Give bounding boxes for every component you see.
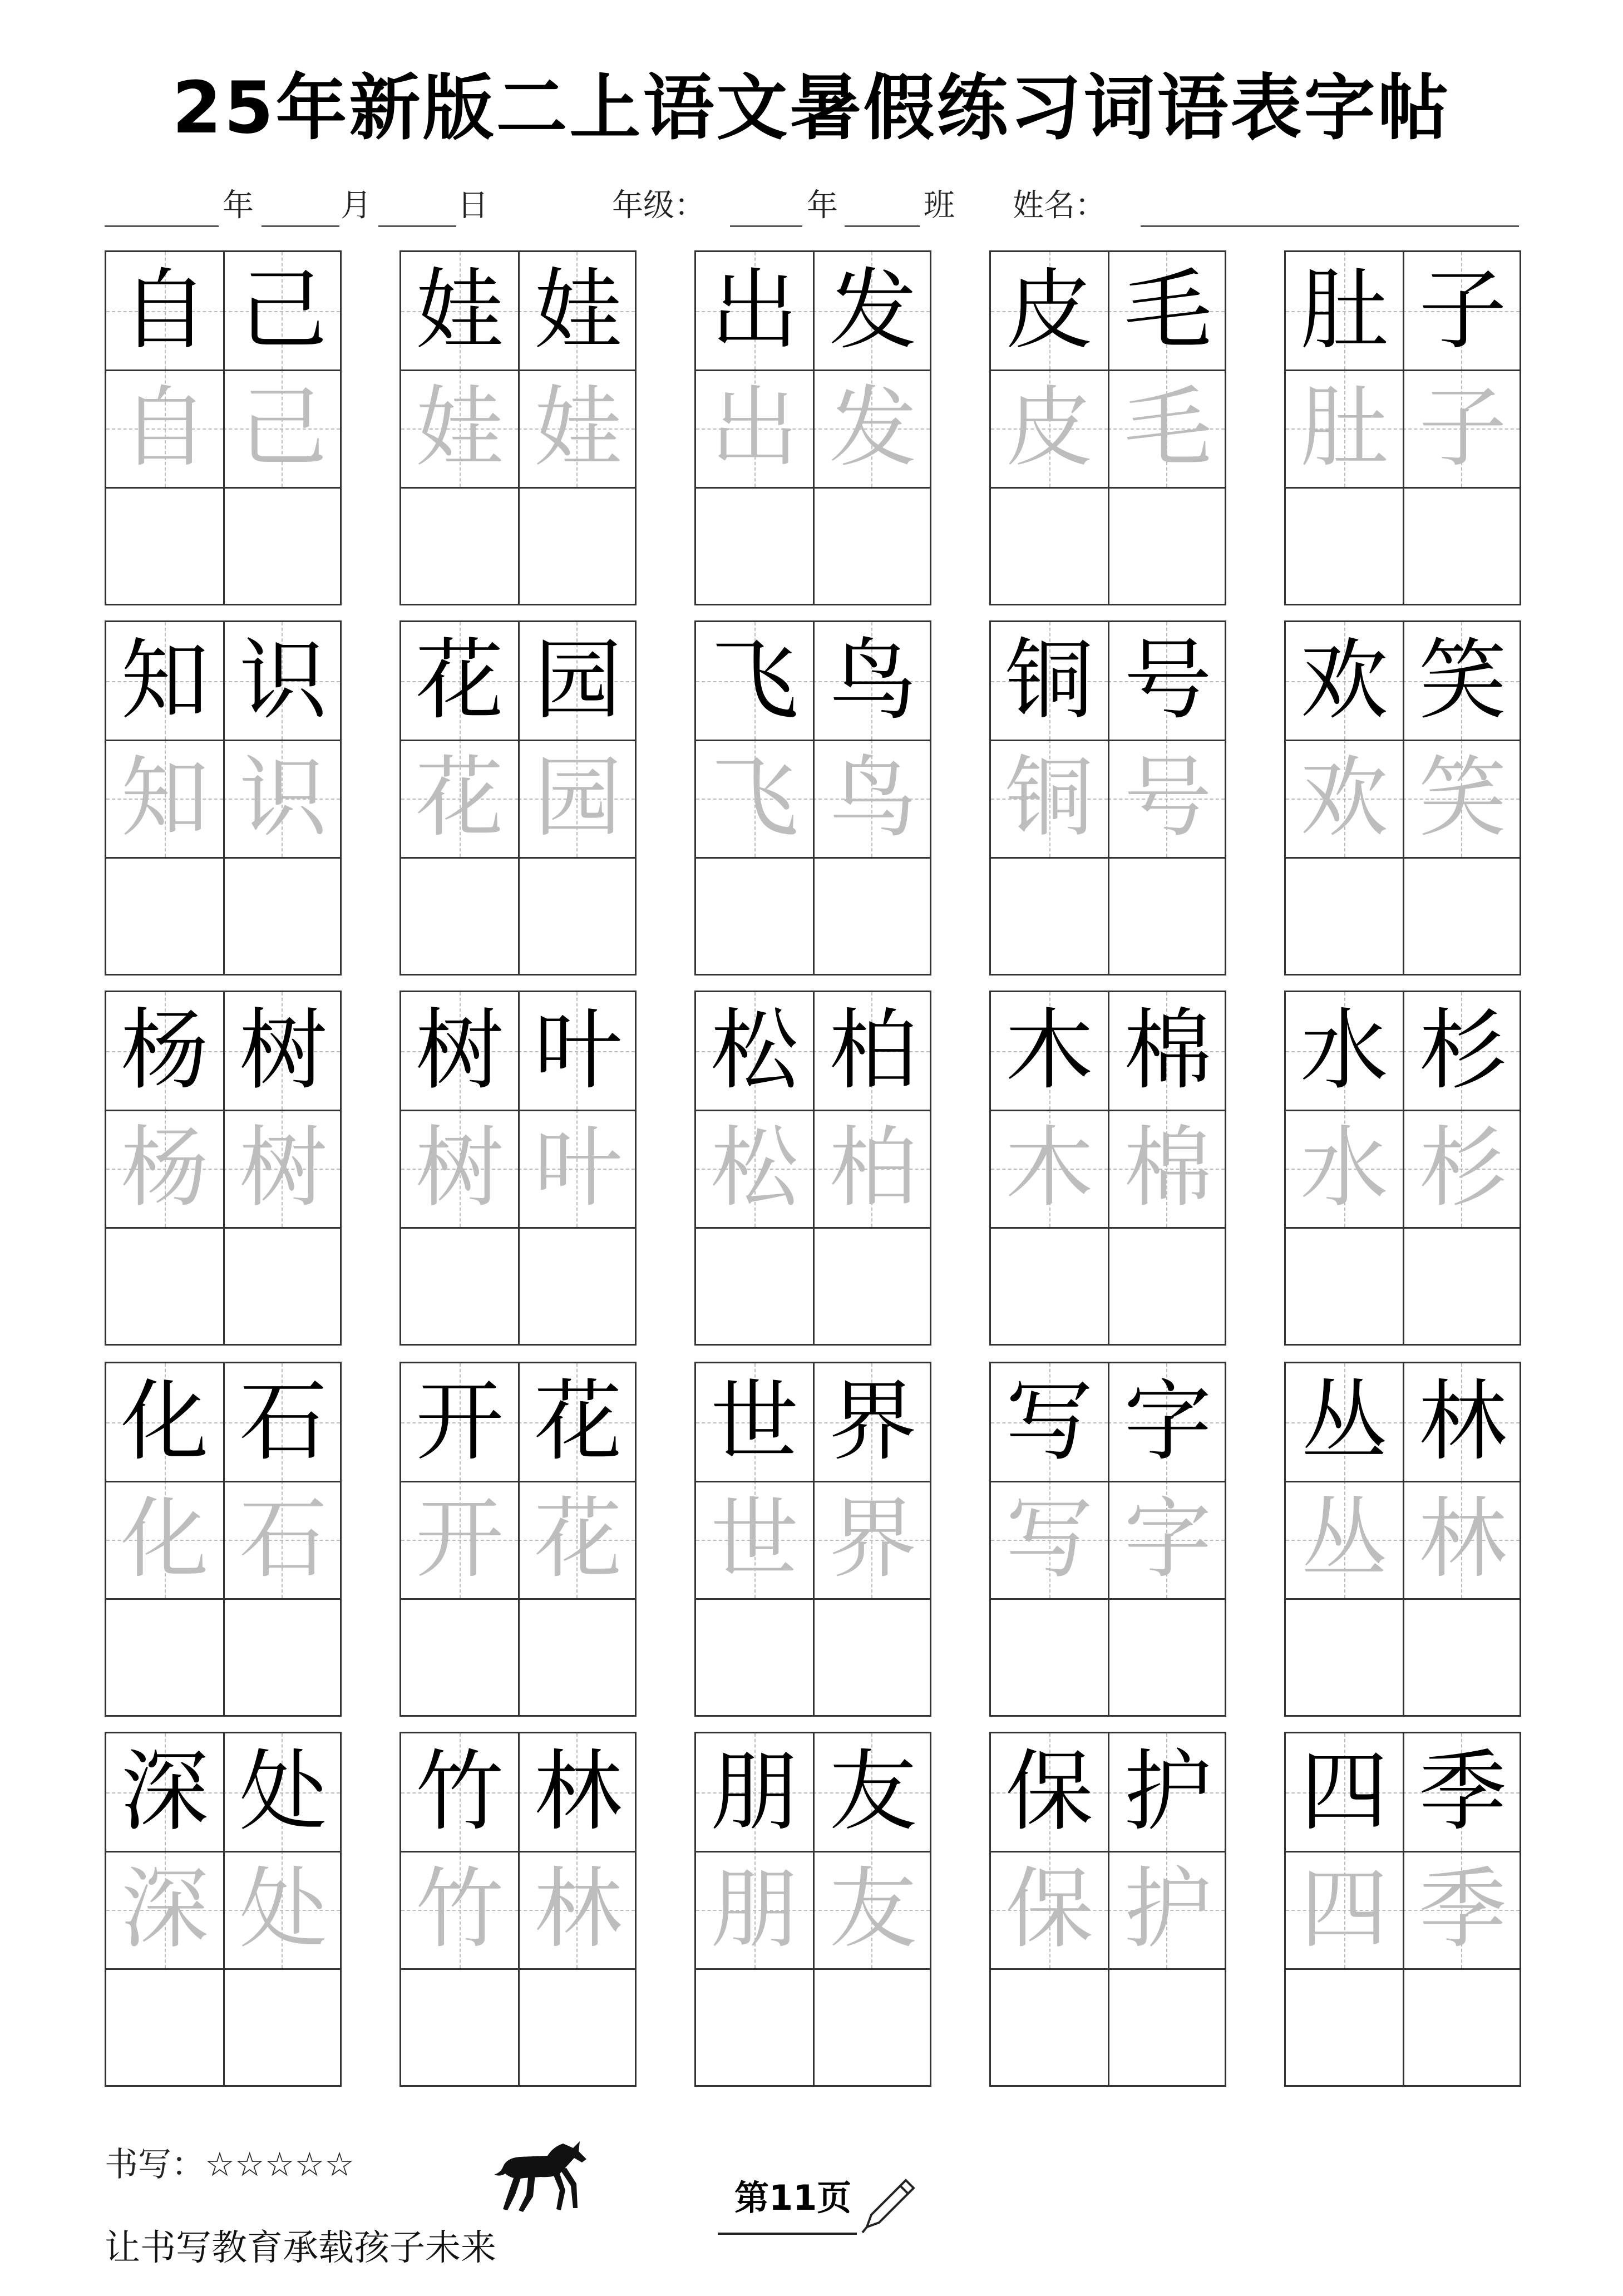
trace-character: 毛 <box>1124 377 1212 479</box>
writing-cell[interactable] <box>991 487 1108 604</box>
trace-character: 界 <box>829 1488 917 1590</box>
trace-character: 飞 <box>711 747 798 849</box>
model-character: 园 <box>534 629 622 732</box>
trace-character: 护 <box>1124 1858 1212 1960</box>
writing-cell[interactable] <box>1286 857 1403 974</box>
model-character: 水 <box>1300 999 1388 1102</box>
trace-character: 棉 <box>1124 1117 1212 1219</box>
model-character: 界 <box>829 1371 917 1473</box>
word-box <box>694 250 931 605</box>
trace-character: 识 <box>239 747 327 849</box>
trace-character: 处 <box>239 1858 327 1960</box>
model-character: 松 <box>711 999 798 1102</box>
grade-label: 年级： <box>612 188 706 224</box>
word-box <box>1284 1362 1521 1717</box>
model-character: 知 <box>121 629 209 732</box>
slogan: 让书写教育承载孩子未来 <box>105 2228 496 2269</box>
writing-cell[interactable] <box>223 1598 340 1715</box>
trace-character: 叶 <box>534 1117 622 1219</box>
trace-character: 杨 <box>121 1117 209 1219</box>
writing-cell[interactable] <box>106 1227 223 1344</box>
writing-rating: 书写：☆☆☆☆☆ <box>105 2145 354 2184</box>
model-character: 写 <box>1005 1371 1093 1473</box>
word-box <box>105 620 342 975</box>
name-blank[interactable] <box>1141 225 1519 227</box>
writing-cell[interactable] <box>223 857 340 974</box>
word-box <box>1284 620 1521 975</box>
model-character: 皮 <box>1005 259 1093 362</box>
word-box <box>989 250 1226 605</box>
writing-cell[interactable] <box>518 1598 635 1715</box>
writing-cell[interactable] <box>813 857 930 974</box>
grade-year-label: 年 <box>807 188 838 224</box>
trace-character: 林 <box>534 1858 622 1960</box>
writing-cell[interactable] <box>1286 1227 1403 1344</box>
trace-character: 水 <box>1300 1117 1388 1219</box>
writing-cell[interactable] <box>813 1598 930 1715</box>
model-character: 飞 <box>711 629 798 732</box>
writing-cell[interactable] <box>401 1598 518 1715</box>
trace-character: 柏 <box>829 1117 917 1219</box>
trace-character: 字 <box>1124 1488 1212 1590</box>
writing-cell[interactable] <box>223 1968 340 2085</box>
writing-cell[interactable] <box>813 1227 930 1344</box>
writing-cell[interactable] <box>1108 1968 1225 2085</box>
writing-cell[interactable] <box>1286 487 1403 604</box>
model-character: 发 <box>829 259 917 362</box>
writing-cell[interactable] <box>401 487 518 604</box>
model-character: 鸟 <box>829 629 917 732</box>
model-character: 棉 <box>1124 999 1212 1102</box>
word-box <box>399 1362 637 1717</box>
trace-character: 花 <box>534 1488 622 1590</box>
trace-character: 丛 <box>1300 1488 1388 1590</box>
writing-cell[interactable] <box>1108 487 1225 604</box>
model-character: 友 <box>829 1741 917 1843</box>
page-number: 第11页 <box>734 2177 852 2218</box>
word-box <box>694 1732 931 2087</box>
writing-cell[interactable] <box>401 1968 518 2085</box>
trace-character: 出 <box>711 377 798 479</box>
trace-character: 知 <box>121 747 209 849</box>
writing-cell[interactable] <box>1403 487 1520 604</box>
word-box <box>399 991 637 1346</box>
trace-character: 竹 <box>416 1858 504 1960</box>
trace-character: 子 <box>1419 377 1507 479</box>
month-blank[interactable] <box>262 225 339 227</box>
model-character: 杉 <box>1419 999 1507 1102</box>
pen-icon <box>857 2176 918 2237</box>
trace-character: 树 <box>239 1117 327 1219</box>
grade-year-blank[interactable] <box>730 225 802 227</box>
class-blank[interactable] <box>845 225 920 227</box>
model-character: 保 <box>1005 1741 1093 1843</box>
model-character: 杨 <box>121 999 209 1102</box>
word-box <box>989 1362 1226 1717</box>
word-box <box>694 991 931 1346</box>
word-box <box>105 1362 342 1717</box>
model-character: 己 <box>239 259 327 362</box>
word-box <box>399 1732 637 2087</box>
word-box <box>989 1732 1226 2087</box>
writing-cell[interactable] <box>696 1598 813 1715</box>
model-character: 子 <box>1419 259 1507 362</box>
writing-cell[interactable] <box>991 857 1108 974</box>
trace-character: 铜 <box>1005 747 1093 849</box>
writing-cell[interactable] <box>223 1227 340 1344</box>
trace-character: 皮 <box>1005 377 1093 479</box>
writing-cell[interactable] <box>1403 857 1520 974</box>
model-character: 自 <box>121 259 209 362</box>
trace-character: 肚 <box>1300 377 1388 479</box>
trace-character: 笑 <box>1419 747 1507 849</box>
day-label: 日 <box>457 188 489 224</box>
word-box <box>989 620 1226 975</box>
writing-cell[interactable] <box>991 1598 1108 1715</box>
word-box <box>399 620 637 975</box>
writing-cell[interactable] <box>223 487 340 604</box>
trace-character: 写 <box>1005 1488 1093 1590</box>
trace-character: 朋 <box>711 1858 798 1960</box>
word-box <box>1284 991 1521 1346</box>
writing-cell[interactable] <box>518 487 635 604</box>
model-character: 护 <box>1124 1741 1212 1843</box>
model-character: 出 <box>711 259 798 362</box>
trace-character: 石 <box>239 1488 327 1590</box>
model-character: 竹 <box>416 1741 504 1843</box>
trace-character: 娃 <box>534 377 622 479</box>
model-character: 处 <box>239 1741 327 1843</box>
writing-cell[interactable] <box>1286 1968 1403 2085</box>
trace-character: 号 <box>1124 747 1212 849</box>
trace-character: 世 <box>711 1488 798 1590</box>
model-character: 木 <box>1005 999 1093 1102</box>
writing-cell[interactable] <box>696 1227 813 1344</box>
model-character: 娃 <box>416 259 504 362</box>
writing-cell[interactable] <box>1403 1598 1520 1715</box>
trace-character: 深 <box>121 1858 209 1960</box>
trace-character: 友 <box>829 1858 917 1960</box>
trace-character: 杉 <box>1419 1117 1507 1219</box>
model-character: 林 <box>1419 1371 1507 1473</box>
model-character: 化 <box>121 1371 209 1473</box>
model-character: 柏 <box>829 999 917 1102</box>
trace-character: 己 <box>239 377 327 479</box>
model-character: 娃 <box>534 259 622 362</box>
model-character: 叶 <box>534 999 622 1102</box>
word-box <box>1284 250 1521 605</box>
model-character: 世 <box>711 1371 798 1473</box>
writing-cell[interactable] <box>106 487 223 604</box>
trace-character: 欢 <box>1300 747 1388 849</box>
model-character: 毛 <box>1124 259 1212 362</box>
trace-character: 开 <box>416 1488 504 1590</box>
writing-cell[interactable] <box>1286 1598 1403 1715</box>
year-blank[interactable] <box>105 225 219 227</box>
writing-cell[interactable] <box>106 857 223 974</box>
model-character: 季 <box>1419 1741 1507 1843</box>
trace-character: 林 <box>1419 1488 1507 1590</box>
model-character: 欢 <box>1300 629 1388 732</box>
model-character: 肚 <box>1300 259 1388 362</box>
word-box <box>105 991 342 1346</box>
writing-cell[interactable] <box>401 1227 518 1344</box>
writing-cell[interactable] <box>1403 1968 1520 2085</box>
writing-cell[interactable] <box>1108 857 1225 974</box>
model-character: 开 <box>416 1371 504 1473</box>
writing-cell[interactable] <box>1108 1598 1225 1715</box>
horse-icon <box>490 2137 590 2220</box>
trace-character: 松 <box>711 1117 798 1219</box>
writing-cell[interactable] <box>696 857 813 974</box>
word-box <box>989 991 1226 1346</box>
writing-cell[interactable] <box>518 1227 635 1344</box>
writing-cell[interactable] <box>106 1598 223 1715</box>
model-character: 铜 <box>1005 629 1093 732</box>
model-character: 朋 <box>711 1741 798 1843</box>
trace-character: 花 <box>416 747 504 849</box>
class-label: 班 <box>924 188 955 224</box>
writing-cell[interactable] <box>696 1968 813 2085</box>
model-character: 花 <box>416 629 504 732</box>
writing-cell[interactable] <box>813 487 930 604</box>
word-box <box>105 250 342 605</box>
writing-cell[interactable] <box>518 857 635 974</box>
trace-character: 化 <box>121 1488 209 1590</box>
writing-cell[interactable] <box>1403 1227 1520 1344</box>
day-blank[interactable] <box>378 225 456 227</box>
word-box <box>694 1362 931 1717</box>
year-label: 年 <box>223 188 254 224</box>
trace-character: 园 <box>534 747 622 849</box>
model-character: 树 <box>416 999 504 1102</box>
model-character: 四 <box>1300 1741 1388 1843</box>
model-character: 花 <box>534 1371 622 1473</box>
model-character: 丛 <box>1300 1371 1388 1473</box>
page-number-underline <box>718 2233 857 2235</box>
writing-cell[interactable] <box>518 1968 635 2085</box>
trace-character: 自 <box>121 377 209 479</box>
model-character: 树 <box>239 999 327 1102</box>
model-character: 号 <box>1124 629 1212 732</box>
writing-cell[interactable] <box>1108 1227 1225 1344</box>
word-box <box>105 1732 342 2087</box>
word-box <box>694 620 931 975</box>
word-box <box>399 250 637 605</box>
word-box <box>1284 1732 1521 2087</box>
trace-character: 季 <box>1419 1858 1507 1960</box>
writing-cell[interactable] <box>991 1227 1108 1344</box>
model-character: 石 <box>239 1371 327 1473</box>
trace-character: 保 <box>1005 1858 1093 1960</box>
trace-character: 鸟 <box>829 747 917 849</box>
model-character: 字 <box>1124 1371 1212 1473</box>
writing-cell[interactable] <box>696 487 813 604</box>
name-label: 姓名： <box>1013 188 1106 224</box>
model-character: 深 <box>121 1741 209 1843</box>
trace-character: 发 <box>829 377 917 479</box>
trace-character: 木 <box>1005 1117 1093 1219</box>
writing-cell[interactable] <box>106 1968 223 2085</box>
page-title: 25年新版二上语文暑假练习词语表字帖 <box>172 67 1451 150</box>
writing-cell[interactable] <box>401 857 518 974</box>
model-character: 识 <box>239 629 327 732</box>
writing-cell[interactable] <box>813 1968 930 2085</box>
model-character: 林 <box>534 1741 622 1843</box>
trace-character: 树 <box>416 1117 504 1219</box>
model-character: 笑 <box>1419 629 1507 732</box>
month-label: 月 <box>341 188 372 224</box>
trace-character: 娃 <box>416 377 504 479</box>
trace-character: 四 <box>1300 1858 1388 1960</box>
writing-cell[interactable] <box>991 1968 1108 2085</box>
